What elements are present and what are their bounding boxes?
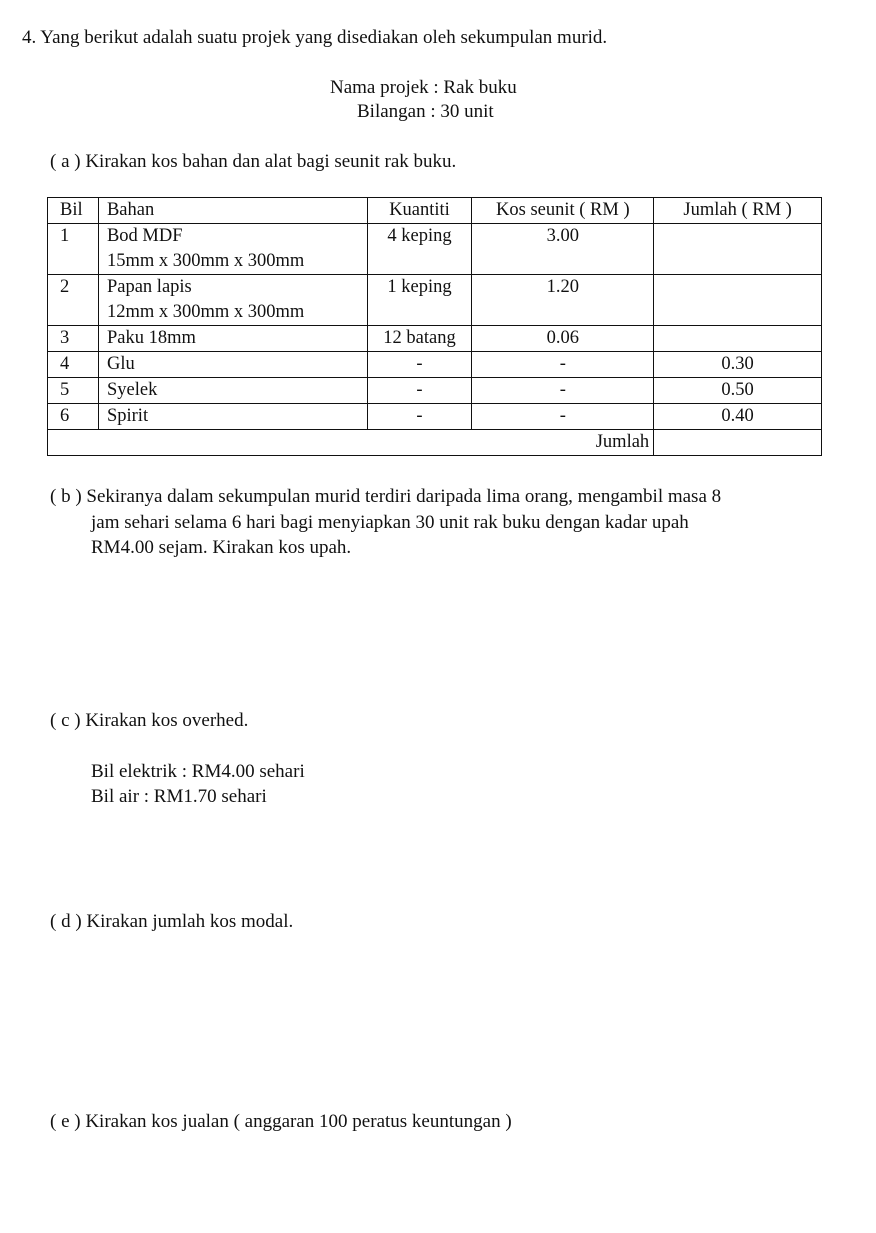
cell-jumlah: 0.30	[654, 352, 822, 378]
question-title: 4. Yang berikut adalah suatu projek yang disediakan oleh sekumpulan murid.	[22, 27, 608, 48]
project-name: Nama projek : Rak buku	[330, 77, 517, 98]
table-row	[48, 378, 822, 404]
cell-kuantiti: -	[367, 404, 472, 430]
header-kuantiti: Kuantiti	[367, 198, 472, 224]
table-row	[48, 326, 822, 352]
material-spec: 15mm x 300mm x 300mm	[106, 251, 305, 271]
part-c: ( c ) Kirakan kos overhed.	[50, 710, 249, 731]
cell-bahan: Paku 18mm	[98, 326, 367, 352]
cell-bahan: Glu	[98, 352, 367, 378]
part-b-line3: RM4.00 sejam. Kirakan kos upah.	[91, 537, 352, 558]
table-header	[48, 198, 822, 224]
cell-kos: 3.00	[472, 224, 654, 275]
cell-jumlah[interactable]	[654, 275, 822, 326]
cell-bahan	[98, 224, 367, 275]
cell-kuantiti: 4 keping	[367, 224, 472, 275]
total-row	[48, 430, 822, 456]
cell-bahan: Syelek	[98, 378, 367, 404]
part-e: ( e ) Kirakan kos jualan ( anggaran 100 peratus keuntungan )	[50, 1111, 512, 1132]
cell-kuantiti: 12 batang	[367, 326, 472, 352]
table-row	[48, 275, 822, 326]
materials-table	[47, 197, 822, 456]
cell-bil: 5	[48, 378, 99, 404]
cell-kos: -	[472, 404, 654, 430]
cell-bahan: Spirit	[98, 404, 367, 430]
water-bill: Bil air : RM1.70 sehari	[91, 786, 267, 807]
table-row	[48, 352, 822, 378]
material-name: Bod MDF	[106, 226, 183, 246]
header-jumlah: Jumlah ( RM )	[654, 198, 822, 224]
cell-bil: 3	[48, 326, 99, 352]
cell-bil: 6	[48, 404, 99, 430]
header-bahan: Bahan	[98, 198, 367, 224]
cell-bil: 2	[48, 275, 99, 326]
material-name: Papan lapis	[106, 277, 192, 297]
cell-bahan	[98, 275, 367, 326]
part-b-line1: ( b ) Sekiranya dalam sekumpulan murid terdiri daripada lima orang, mengambil masa 8	[50, 486, 722, 507]
table-row	[48, 404, 822, 430]
header-bil: Bil	[48, 198, 99, 224]
cell-kuantiti: -	[367, 352, 472, 378]
cell-bil: 4	[48, 352, 99, 378]
total-label: Jumlah	[48, 430, 654, 456]
total-value[interactable]	[654, 430, 822, 456]
cell-jumlah: 0.50	[654, 378, 822, 404]
header-kos: Kos seunit ( RM )	[472, 198, 654, 224]
cell-kos: -	[472, 378, 654, 404]
cell-kos: 0.06	[472, 326, 654, 352]
project-quantity: Bilangan : 30 unit	[357, 101, 494, 122]
table-row	[48, 224, 822, 275]
cell-jumlah[interactable]	[654, 224, 822, 275]
part-d: ( d ) Kirakan jumlah kos modal.	[50, 911, 294, 932]
cell-jumlah: 0.40	[654, 404, 822, 430]
cell-bil: 1	[48, 224, 99, 275]
cell-jumlah[interactable]	[654, 326, 822, 352]
part-a: ( a ) Kirakan kos bahan dan alat bagi seunit rak buku.	[50, 151, 457, 172]
electric-bill: Bil elektrik : RM4.00 sehari	[91, 761, 305, 782]
cell-kuantiti: -	[367, 378, 472, 404]
cell-kos: -	[472, 352, 654, 378]
cell-kuantiti: 1 keping	[367, 275, 472, 326]
material-spec: 12mm x 300mm x 300mm	[106, 302, 305, 322]
cell-kos: 1.20	[472, 275, 654, 326]
part-b-line2: jam sehari selama 6 hari bagi menyiapkan 30 unit rak buku dengan kadar upah	[91, 512, 689, 533]
